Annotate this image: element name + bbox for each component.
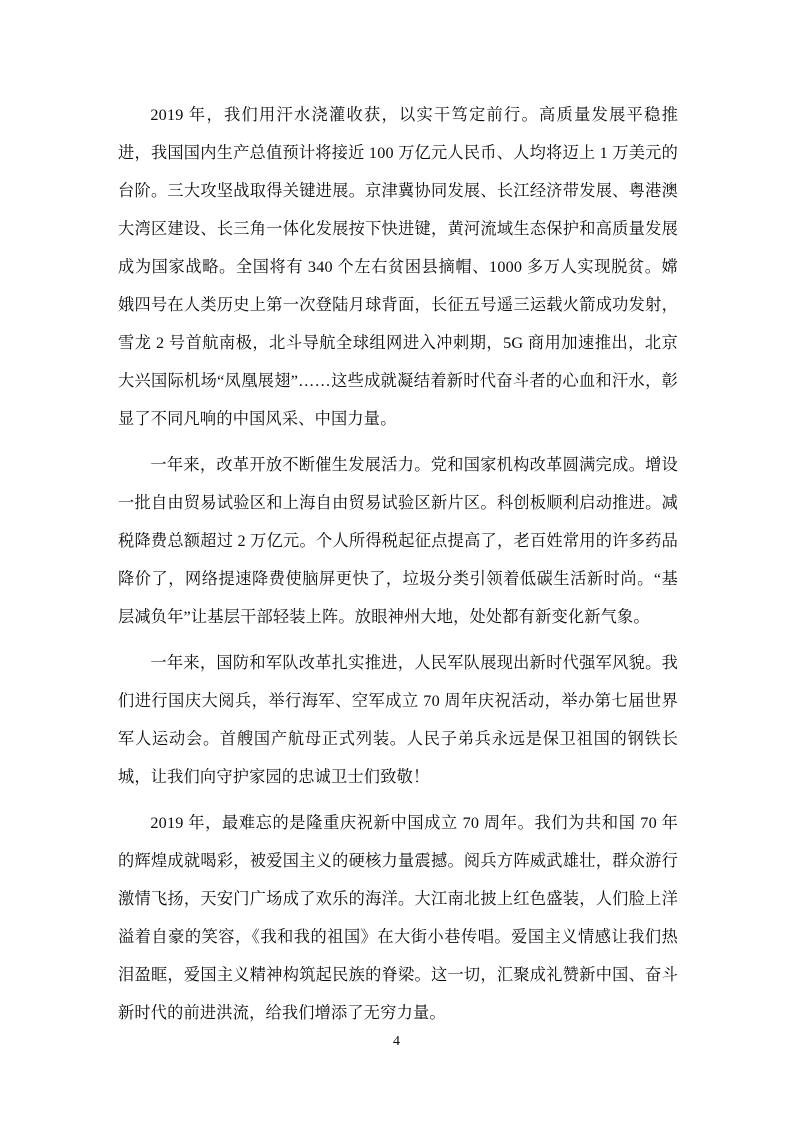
- paragraph: 一年来，国防和军队改革扎实推进，人民军队展现出新时代强军风貌。我们进行国庆大阅兵，举行海军、空军成立 70 周年庆祝活动，举办第七届世界军人运动会。首艘国产航母正式列装。人民子弟兵永远是保卫祖国的钢铁长城，让我们向守护家园的忠诚卫士们致敬！: [118, 654, 678, 786]
- paragraph: 2019 年，我们用汗水浇灌收获，以实干笃定前行。高质量发展平稳推进，我国国内生产总值预计将接近 100 万亿元人民币、人均将迈上 1 万美元的台阶。三大攻坚战取得关键进展。京津冀协同发展、长江经济带发展、粤港澳大湾区建设、长三角一体化发展按下快进键，黄河流域生态保护和高质量发展成为国家战略。全国将有 340 个左右贫困县摘帽、1000 多万人实现脱贫。嫦娥四号在人类历史上第一次登陆月球背面，长征五号遥三运载火箭成功发射，雪龙 2 号首航南极，北斗导航全球组网进入冲刺期，5G 商用加速推出，北京大兴国际机场“凤凰展翅”……这些成就凝结着新时代奋斗者的心血和汗水，彰显了不同凡响的中国风采、中国力量。: [118, 106, 678, 428]
- paragraph: 一年来，改革开放不断催生发展活力。党和国家机构改革圆满完成。增设一批自由贸易试验区和上海自由贸易试验区新片区。科创板顺利启动推进。减税降费总额超过 2 万亿元。个人所得税起征点提高了，老百姓常用的许多药品降价了，网络提速降费使脑屏更快了，垃圾分类引领着低碳生活新时尚。“基层减负年”让基层干部轻装上阵。放眼神州大地，处处都有新变化新气象。: [118, 456, 678, 626]
- paragraph: 2019 年，最难忘的是隆重庆祝新中国成立 70 周年。我们为共和国 70 年的辉煌成就喝彩，被爱国主义的硬核力量震撼。阅兵方阵威武雄壮，群众游行激情飞扬，天安门广场成了欢乐的海洋。大江南北披上红色盛装，人们脸上洋溢着自豪的笑容，《我和我的祖国》在大街小巷传唱。爱国主义情感让我们热泪盈眶，爱国主义精神构筑起民族的脊梁。这一切，汇聚成礼赞新中国、奋斗新时代的前进洪流，给我们增添了无穷力量。: [118, 814, 678, 1022]
- document-body: [118, 96, 678, 1040]
- page-footer: [0, 1032, 793, 1050]
- page-number: 4: [393, 1034, 400, 1049]
